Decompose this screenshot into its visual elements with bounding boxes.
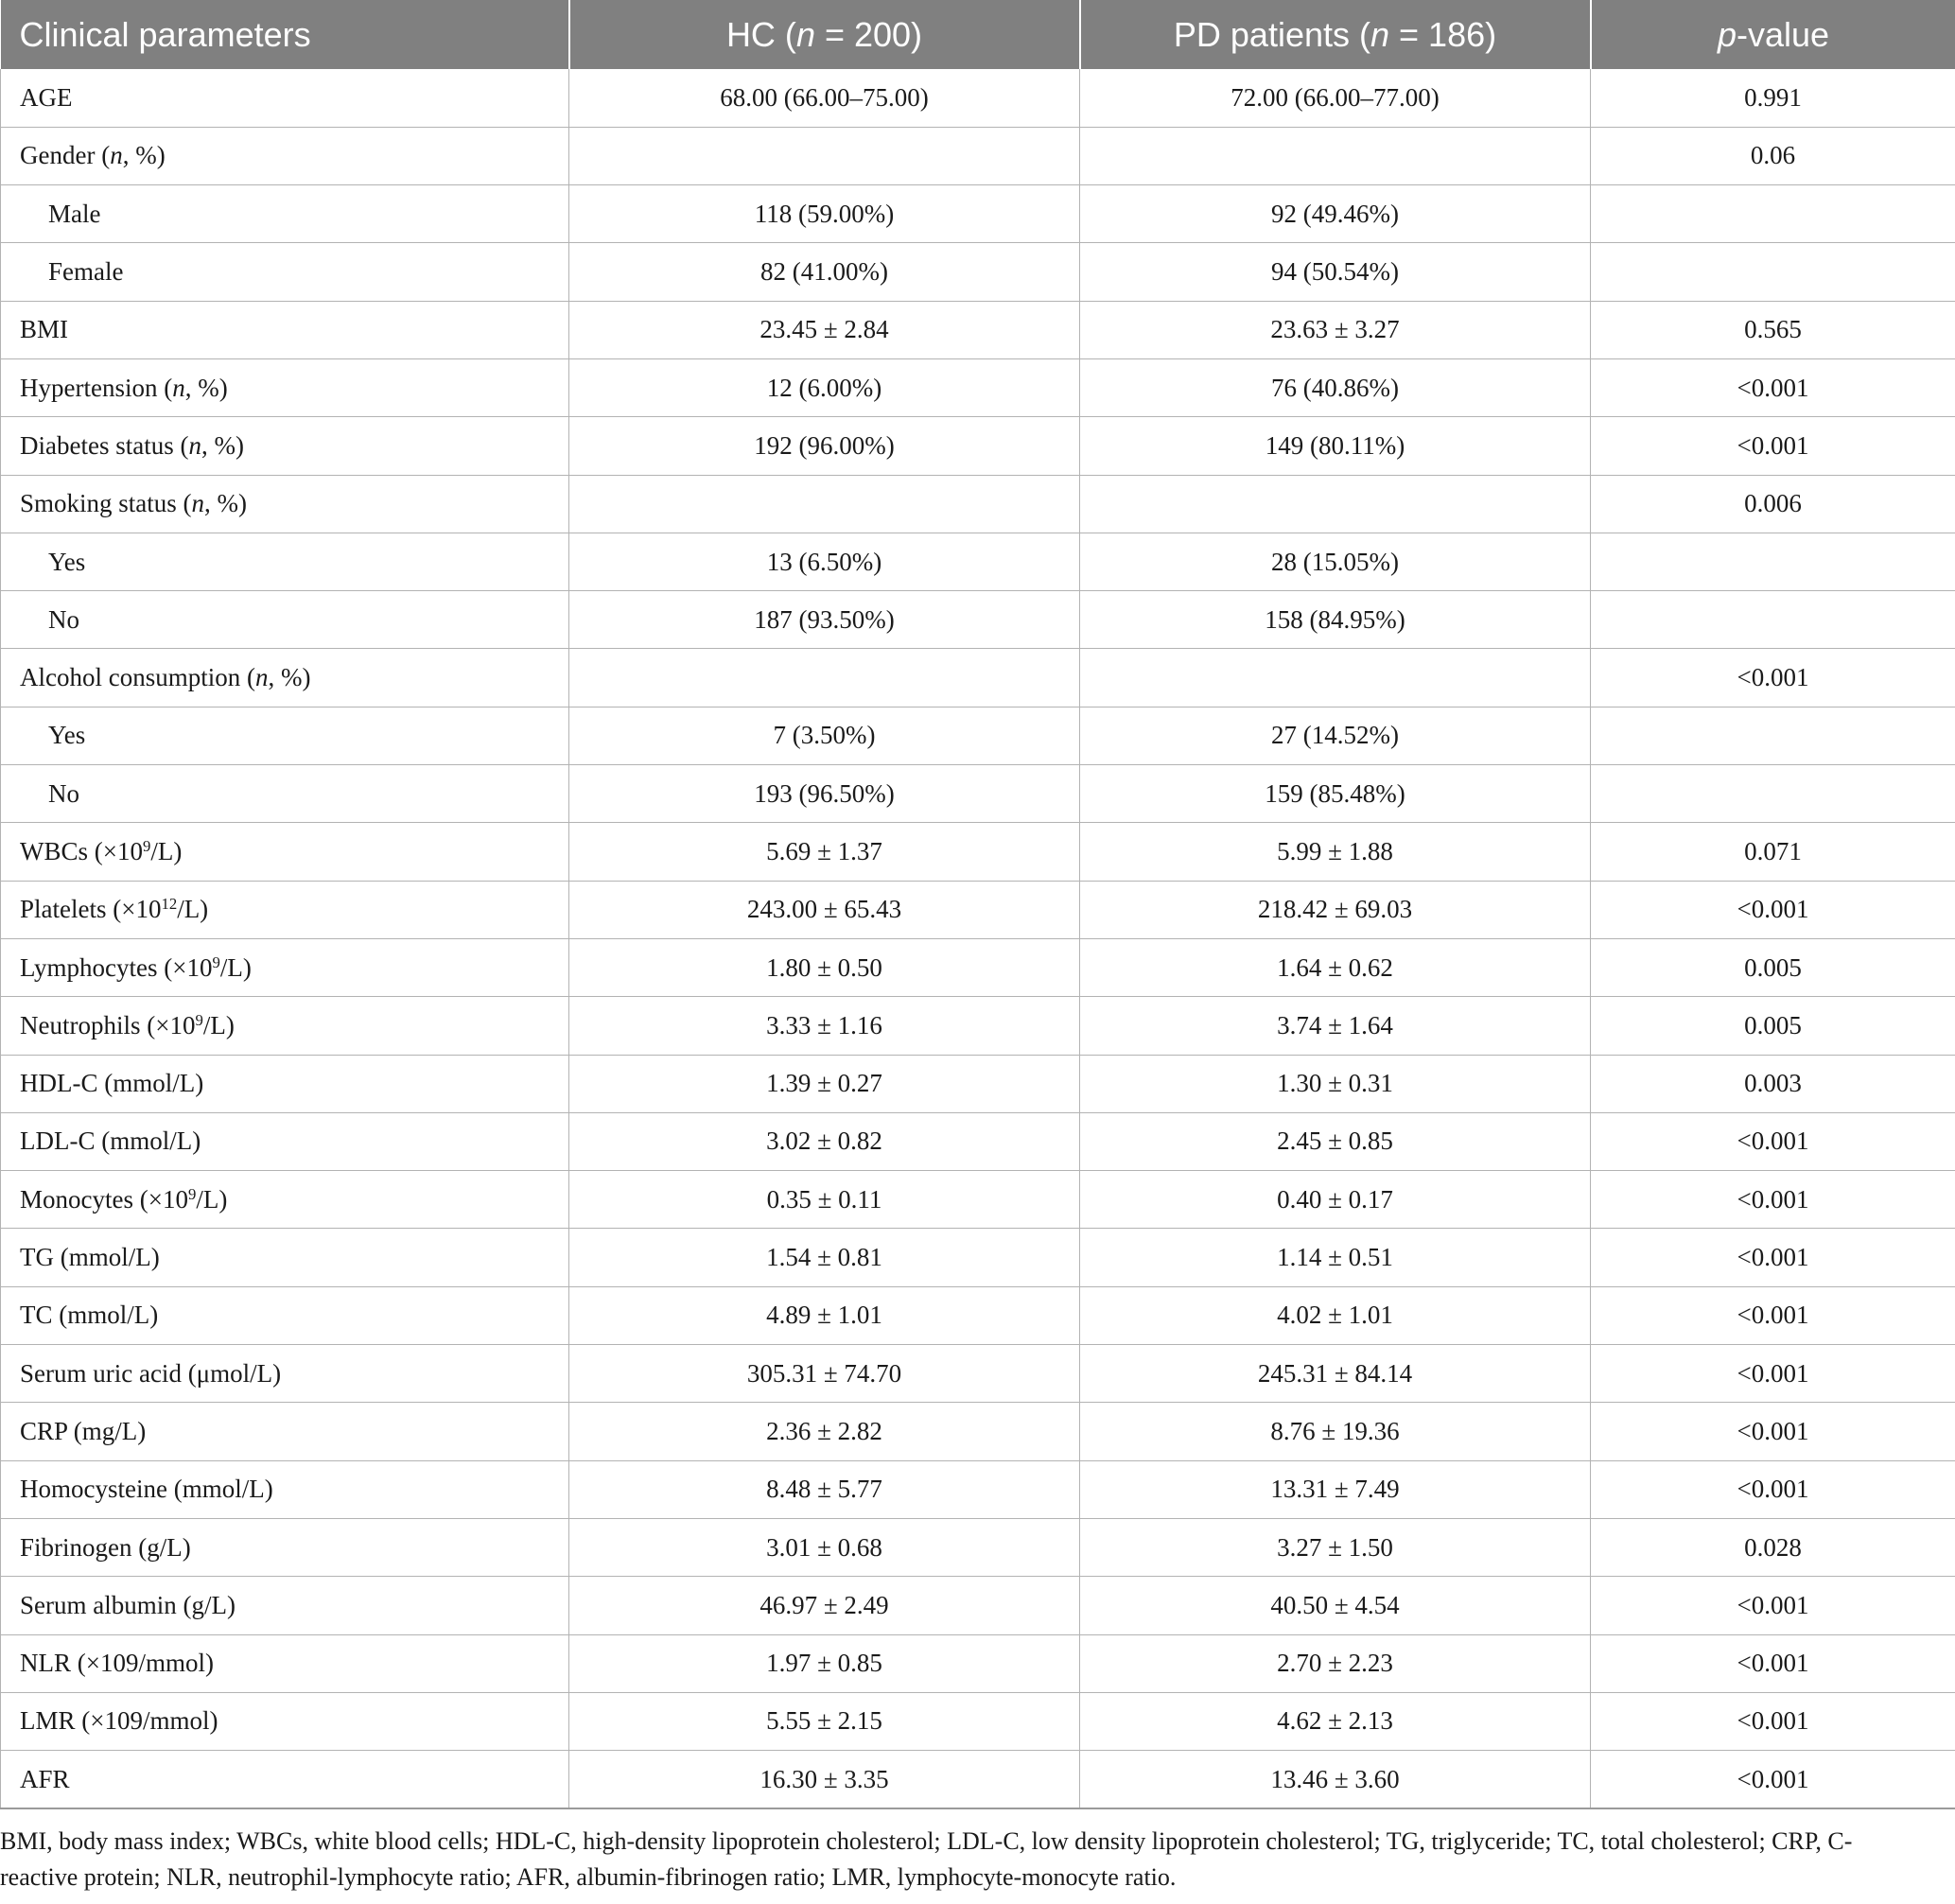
p-value-cell [1591, 185, 1955, 243]
table-row [1, 533, 1955, 590]
table-row [1, 765, 1955, 823]
hc-value-cell: 4.89 ± 1.01 [569, 1286, 1080, 1344]
p-value-cell: <0.001 [1591, 1692, 1955, 1750]
pd-value-cell [1080, 649, 1591, 707]
hc-value-cell: 68.00 (66.00–75.00) [569, 69, 1080, 127]
parameter-cell: Smoking status (n, %) [1, 475, 569, 533]
pd-value-cell [1080, 475, 1591, 533]
hc-value-cell: 193 (96.50%) [569, 765, 1080, 823]
table-row [1, 1460, 1955, 1518]
p-value-cell: 0.006 [1591, 475, 1955, 533]
parameter-cell: Diabetes status (n, %) [1, 417, 569, 475]
parameter-cell: Serum albumin (g/L) [1, 1577, 569, 1634]
hc-value-cell [569, 475, 1080, 533]
p-value-cell [1591, 707, 1955, 764]
p-value-cell: <0.001 [1591, 1634, 1955, 1692]
parameter-cell: Hypertension (n, %) [1, 358, 569, 416]
header-row [1, 0, 1955, 69]
table-row [1, 1577, 1955, 1634]
table-row [1, 707, 1955, 764]
table-row [1, 997, 1955, 1055]
parameter-cell: Serum uric acid (μmol/L) [1, 1345, 569, 1403]
hc-value-cell: 8.48 ± 5.77 [569, 1460, 1080, 1518]
hc-value-cell: 1.97 ± 0.85 [569, 1634, 1080, 1692]
hc-value-cell [569, 649, 1080, 707]
p-value-cell: 0.028 [1591, 1518, 1955, 1576]
hc-value-cell: 1.39 ± 0.27 [569, 1055, 1080, 1112]
table-row [1, 823, 1955, 881]
table-row [1, 69, 1955, 127]
table-row [1, 1112, 1955, 1170]
pd-value-cell: 5.99 ± 1.88 [1080, 823, 1591, 881]
table-row [1, 417, 1955, 475]
pd-value-cell: 1.64 ± 0.62 [1080, 938, 1591, 996]
table-row [1, 1518, 1955, 1576]
hc-value-cell: 3.01 ± 0.68 [569, 1518, 1080, 1576]
p-value-cell: <0.001 [1591, 1751, 1955, 1808]
parameter-cell: WBCs $(\times 10^9/L)$ [1, 823, 569, 881]
parameter-cell: TG (mmol/L) [1, 1229, 569, 1286]
table-body [1, 69, 1955, 1808]
pd-value-cell: 3.27 ± 1.50 [1080, 1518, 1591, 1576]
table-row [1, 649, 1955, 707]
header-hc: HC (n = 200) [569, 0, 1080, 69]
pd-value-cell: 149 (80.11%) [1080, 417, 1591, 475]
p-value-cell [1591, 533, 1955, 590]
pd-value-cell: 2.45 ± 0.85 [1080, 1112, 1591, 1170]
p-value-cell: <0.001 [1591, 1403, 1955, 1460]
p-value-cell: <0.001 [1591, 881, 1955, 938]
p-value-cell: 0.005 [1591, 997, 1955, 1055]
pd-value-cell: 3.74 ± 1.64 [1080, 997, 1591, 1055]
pd-value-cell: 13.46 ± 3.60 [1080, 1751, 1591, 1808]
p-value-cell: <0.001 [1591, 1171, 1955, 1229]
parameter-cell: Gender (n, %) [1, 127, 569, 184]
p-value-cell: <0.001 [1591, 358, 1955, 416]
table-row [1, 185, 1955, 243]
parameter-cell: Alcohol consumption (n, %) [1, 649, 569, 707]
parameter-cell: Platelets $(\times 10^{12}/L)$ [1, 881, 569, 938]
pd-value-cell: 27 (14.52%) [1080, 707, 1591, 764]
p-value-cell: 0.06 [1591, 127, 1955, 184]
parameter-cell: BMI [1, 301, 569, 358]
hc-value-cell: 192 (96.00%) [569, 417, 1080, 475]
hc-value-cell: 7 (3.50%) [569, 707, 1080, 764]
header-pd-patients: PD patients (n = 186) [1080, 0, 1591, 69]
parameter-cell: Fibrinogen (g/L) [1, 1518, 569, 1576]
table-row [1, 301, 1955, 358]
p-value-cell [1591, 765, 1955, 823]
table-row [1, 1229, 1955, 1286]
pd-value-cell: 8.76 ± 19.36 [1080, 1403, 1591, 1460]
pd-value-cell: 28 (15.05%) [1080, 533, 1591, 590]
parameter-cell: HDL-C (mmol/L) [1, 1055, 569, 1112]
hc-value-cell: 13 (6.50%) [569, 533, 1080, 590]
hc-value-cell: 1.54 ± 0.81 [569, 1229, 1080, 1286]
p-value-cell [1591, 591, 1955, 649]
hc-value-cell: 3.33 ± 1.16 [569, 997, 1080, 1055]
p-value-cell: <0.001 [1591, 1577, 1955, 1634]
table-row [1, 1171, 1955, 1229]
header-p-value: p-value [1591, 0, 1955, 69]
parameter-cell: LMR (×109/mmol) [1, 1692, 569, 1750]
parameter-cell: Neutrophils $(\times 10^9/L)$ [1, 997, 569, 1055]
p-value-cell: <0.001 [1591, 1345, 1955, 1403]
p-value-cell [1591, 243, 1955, 301]
pd-value-cell: 245.31 ± 84.14 [1080, 1345, 1591, 1403]
p-value-cell: <0.001 [1591, 417, 1955, 475]
p-value-cell: 0.005 [1591, 938, 1955, 996]
table-header [1, 0, 1955, 69]
table-row [1, 358, 1955, 416]
table-row [1, 1751, 1955, 1808]
table-row [1, 1055, 1955, 1112]
p-value-cell: <0.001 [1591, 1229, 1955, 1286]
p-value-cell: <0.001 [1591, 649, 1955, 707]
pd-value-cell: 4.62 ± 2.13 [1080, 1692, 1591, 1750]
pd-value-cell [1080, 127, 1591, 184]
pd-value-cell: 1.30 ± 0.31 [1080, 1055, 1591, 1112]
pd-value-cell: 158 (84.95%) [1080, 591, 1591, 649]
p-value-cell: 0.003 [1591, 1055, 1955, 1112]
parameter-cell: No [1, 765, 569, 823]
parameter-cell: AGE [1, 69, 569, 127]
pd-value-cell: 0.40 ± 0.17 [1080, 1171, 1591, 1229]
table-row [1, 1286, 1955, 1344]
p-value-cell: <0.001 [1591, 1460, 1955, 1518]
hc-value-cell: 0.35 ± 0.11 [569, 1171, 1080, 1229]
parameter-cell: Female [1, 243, 569, 301]
parameter-cell: Yes [1, 707, 569, 764]
hc-value-cell: 187 (93.50%) [569, 591, 1080, 649]
header-clinical-parameters: Clinical parameters [1, 0, 569, 69]
table-row [1, 243, 1955, 301]
parameter-cell: Yes [1, 533, 569, 590]
p-value-cell: 0.565 [1591, 301, 1955, 358]
pd-value-cell: 40.50 ± 4.54 [1080, 1577, 1591, 1634]
hc-value-cell: 16.30 ± 3.35 [569, 1751, 1080, 1808]
hc-value-cell: 82 (41.00%) [569, 243, 1080, 301]
pd-value-cell: 94 (50.54%) [1080, 243, 1591, 301]
hc-value-cell: 2.36 ± 2.82 [569, 1403, 1080, 1460]
hc-value-cell: 243.00 ± 65.43 [569, 881, 1080, 938]
table-row [1, 1345, 1955, 1403]
parameter-cell: CRP (mg/L) [1, 1403, 569, 1460]
parameter-cell: No [1, 591, 569, 649]
p-value-cell: 0.071 [1591, 823, 1955, 881]
pd-value-cell: 1.14 ± 0.51 [1080, 1229, 1591, 1286]
p-value-cell: <0.001 [1591, 1112, 1955, 1170]
hc-value-cell: 46.97 ± 2.49 [569, 1577, 1080, 1634]
pd-value-cell: 13.31 ± 7.49 [1080, 1460, 1591, 1518]
p-value-cell: <0.001 [1591, 1286, 1955, 1344]
pd-value-cell: 76 (40.86%) [1080, 358, 1591, 416]
table-row [1, 1403, 1955, 1460]
parameter-cell: LDL-C (mmol/L) [1, 1112, 569, 1170]
hc-value-cell: 5.55 ± 2.15 [569, 1692, 1080, 1750]
table-footnote: BMI, body mass index; WBCs, white blood cells; HDL-C, high-density lipoprotein cholesterol; LDL-C, low density lipoprotein cholesterol; TG, triglyceride; TC, total cholesterol; CRP, C-reactive protein; NLR, neutrophil-lymphocyte ratio; AFR, albumin-fibrinogen ratio; LMR, lymphocyte-monocyte ratio. [0, 1827, 1853, 1891]
table-row [1, 475, 1955, 533]
parameter-cell: Homocysteine (mmol/L) [1, 1460, 569, 1518]
pd-value-cell: 218.42 ± 69.03 [1080, 881, 1591, 938]
parameter-cell: Lymphocytes $(\times 10^9/L)$ [1, 938, 569, 996]
hc-value-cell: 305.31 ± 74.70 [569, 1345, 1080, 1403]
hc-value-cell: 118 (59.00%) [569, 185, 1080, 243]
pd-value-cell: 72.00 (66.00–77.00) [1080, 69, 1591, 127]
pd-value-cell: 159 (85.48%) [1080, 765, 1591, 823]
parameter-cell: Male [1, 185, 569, 243]
p-value-cell: 0.991 [1591, 69, 1955, 127]
table-row [1, 881, 1955, 938]
parameter-cell: TC (mmol/L) [1, 1286, 569, 1344]
pd-value-cell: 92 (49.46%) [1080, 185, 1591, 243]
hc-value-cell: 3.02 ± 0.82 [569, 1112, 1080, 1170]
pd-value-cell: 23.63 ± 3.27 [1080, 301, 1591, 358]
parameter-cell: Monocytes $(\times 10^9/L)$ [1, 1171, 569, 1229]
parameter-cell: AFR [1, 1751, 569, 1808]
pd-value-cell: 4.02 ± 1.01 [1080, 1286, 1591, 1344]
hc-value-cell [569, 127, 1080, 184]
table-row [1, 127, 1955, 184]
table-row [1, 1692, 1955, 1750]
hc-value-cell: 1.80 ± 0.50 [569, 938, 1080, 996]
table-row [1, 1634, 1955, 1692]
parameter-cell: NLR (×109/mmol) [1, 1634, 569, 1692]
hc-value-cell: 12 (6.00%) [569, 358, 1080, 416]
table-row [1, 938, 1955, 996]
hc-value-cell: 5.69 ± 1.37 [569, 823, 1080, 881]
table-row [1, 591, 1955, 649]
pd-value-cell: 2.70 ± 2.23 [1080, 1634, 1591, 1692]
hc-value-cell: 23.45 ± 2.84 [569, 301, 1080, 358]
